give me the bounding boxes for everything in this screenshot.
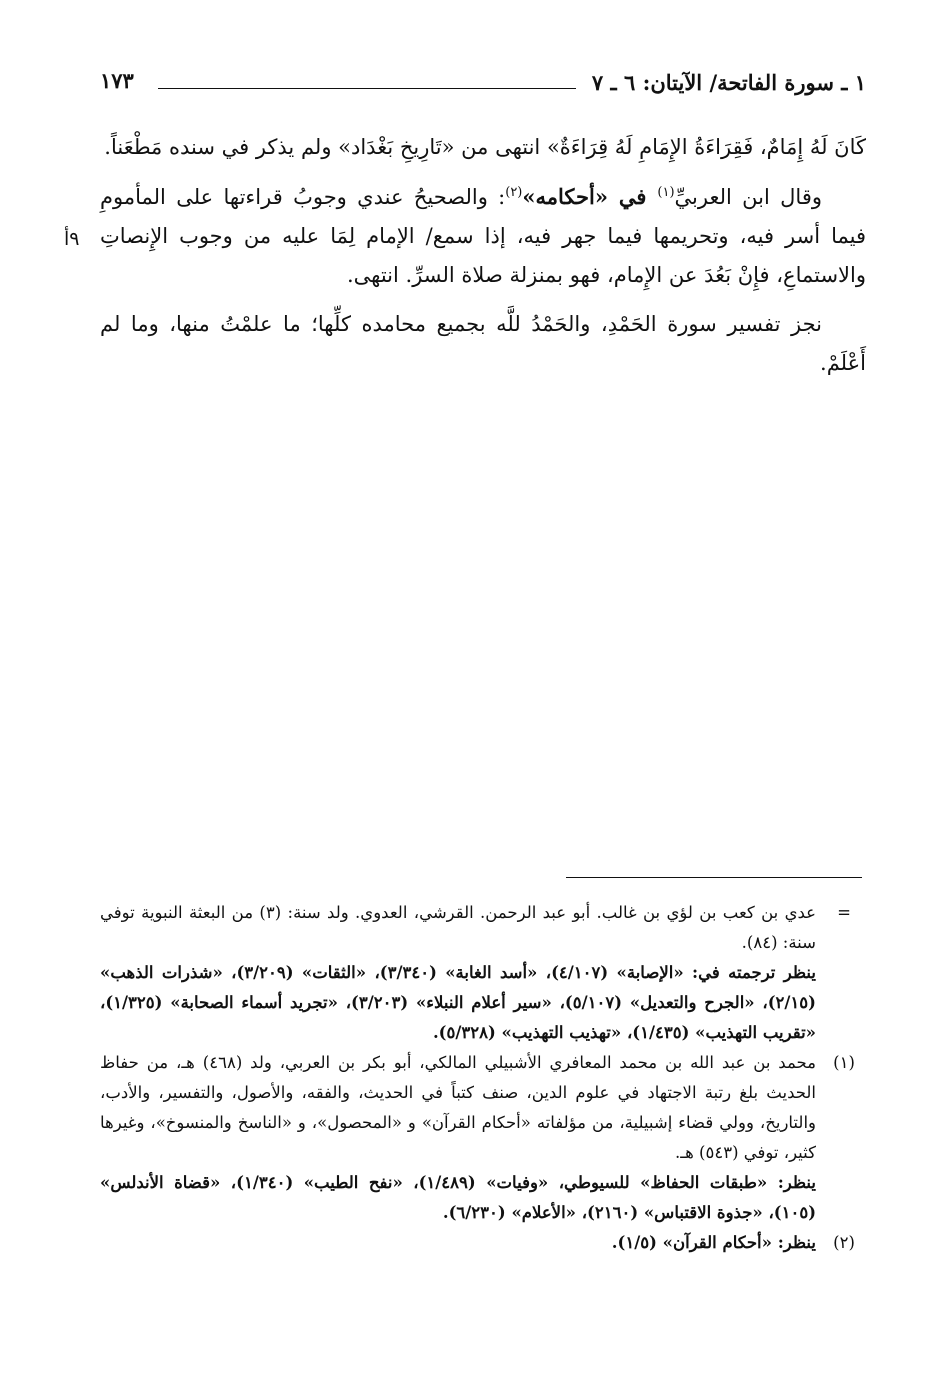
header-rule: [158, 88, 576, 89]
paragraph-2: [100, 177, 866, 295]
footnote-line: عدي بن كعب بن لؤي بن غالب. أبو عبد الرحمن. القرشي، العدوي. ولد سنة: (٣) من البعثة النبوية توفي سنة: (٨٤).: [100, 903, 817, 952]
footnote-line: ينظر ترجمته في: «الإصابة» (٤/١٠٧)، «أسد الغابة» (٣/٣٤٠)، «الثقات» (٣/٢٠٩)، «شذرات الذهب» (٢/١٥)، «الجرح والتعديل» (٥/١٠٧)، «سير أعلام النبلاء» (٣/٢٠٣)، «تجريد أسماء الصحابة» (١/٣٢٥)، «تقريب التهذيب» (١/٤٣٥)، «تهذيب التهذيب» (٥/٣٢٨).: [100, 963, 816, 1042]
footnote-separator: [566, 877, 862, 878]
main-text: [100, 128, 866, 393]
footnote-ref-1: (١): [657, 185, 675, 200]
paragraph-2-part-c: : والصحيحُ عندي وجوبُ قراءتها على المأمومِ فيما أسر فيه، وتحريمها فيما جهر فيه، إذا سمع/ الإمام لِمَا عليه من وجوب الإِنصاتِ والاستماعِ، فإِنْ بَعُدَ عن الإِمام، فهو بمنزلة صلاة السرِّ. انتهى.: [100, 185, 866, 287]
footnote-2: [100, 1228, 855, 1258]
paragraph-3: نجز تفسير سورة الحَمْدِ، والحَمْدُ للَّه بجميع محامده كلِّها؛ ما علمْتُ منها، وما لم أَعْلَمْ.: [100, 312, 866, 375]
running-header: [100, 64, 866, 104]
footnotes: [100, 898, 866, 1258]
footnote-1: [100, 1048, 855, 1228]
manuscript-folio-note: ٩أ: [64, 228, 80, 250]
chapter-title: ١ ـ سورة الفاتحة/ الآيتان: ٦ ـ ٧: [591, 70, 866, 95]
footnote-mark: (١): [833, 1053, 855, 1072]
paragraph-2-part-b: في «أحكامه»: [522, 184, 658, 209]
footnote-mark: =: [837, 903, 851, 922]
paragraph-2-part-a: وقال ابن العربيِّ: [674, 185, 822, 209]
footnote-line: ينظر: «أحكام القرآن» (١/٥).: [611, 1233, 816, 1252]
footnote-mark: (٢): [833, 1233, 855, 1252]
footnote-line: محمد بن عبد الله بن محمد المعافري الأشبيلي المالكي، أبو بكر بن العربي، ولد (٤٦٨) هـ، من حفاظ الحديث بلغ رتبة الاجتهاد في علوم الدين، صنف كتباً في الحديث، والفقه، والأصول، والتفسير، والأدب، والتاريخ، وولي قضاء إشبيلية، من مؤلفاته «أحكام القرآن» و «المحصول»، و «الناسخ والمنسوخ»، وغيرها كثير، توفي (٥٤٣) هـ.: [100, 1053, 817, 1162]
footnote-continued: [100, 898, 851, 1048]
footnote-line: ينظر: «طبقات الحفاظ» للسيوطي، «وفيات» (١/٤٨٩)، «نفح الطيب» (١/٣٤٠)، «قضاة الأندلس» (١٠٥)، «جذوة الاقتباس» (٢١٦٠)، «الأعلام» (٦/٢٣٠).: [100, 1173, 816, 1222]
footnote-ref-2: (٢): [505, 185, 523, 200]
paragraph-1: كَانَ لَهُ إِمَامٌ، فَقِرَاءَةُ الإِمَامِ لَهُ قِرَاءَةٌ» انتهى من «تَارِيخِ بَغْدَاد» ولم يذكر في سنده مَطْعَناً.: [104, 135, 866, 159]
page-number: ١٧٣: [100, 68, 134, 93]
